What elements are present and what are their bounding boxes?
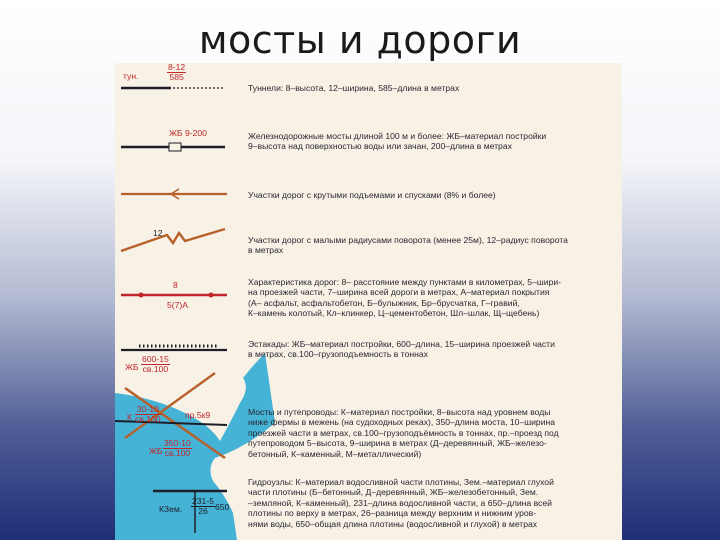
legend-text-tunnels: Туннели: 8–высота, 12–ширина, 585–длина в метрах xyxy=(248,83,460,93)
bridge2-fraction xyxy=(163,439,192,458)
legend-scan xyxy=(115,63,622,540)
dam-material-label: КЗем. xyxy=(159,504,183,514)
dam-numerator: 231-5 xyxy=(192,496,214,506)
distance-marker-end xyxy=(209,293,214,298)
slide-title: мосты и дороги xyxy=(198,18,522,62)
tunnel-prefix-label: тун. xyxy=(123,71,139,81)
dam-total-label: 650 xyxy=(215,502,230,512)
bridge2-material-label: ЖБ xyxy=(149,446,163,456)
bridge2-numerator: 350-10 xyxy=(164,438,191,448)
bridge2-denominator: св.100 xyxy=(164,448,191,458)
road-spec-label: 5(7)А xyxy=(167,300,189,310)
legend-text-bridges: Мосты и путепроводы: К–материал постройки, 8–высота над уровнем воды ниже фермы в межень (на судоходных реках), 350–длина моста, 10–ширина проезжей части в метрах, св.100–грузоподъёмность в тоннах, пр.–проезд под путепроводом 5–высота, 9–ширина в метрах (Д–деревянный, ЖБ–железо- бетонный, К–каменный, М–металлический) xyxy=(248,407,559,459)
railway-bridge-mark xyxy=(169,143,181,151)
dam-denominator: 26 xyxy=(198,506,208,516)
distance-marker-start xyxy=(139,293,144,298)
tunnel-numerator: 8-12 xyxy=(168,63,186,72)
bridge1-numerator: 30-10 xyxy=(136,404,159,414)
overpass-fraction xyxy=(141,355,170,374)
tunnel-fraction xyxy=(167,63,186,82)
railway-bridge-label: ЖБ 9-200 xyxy=(169,128,207,138)
legend-text-sharp-turns: Участки дорог с малыми радиусами поворота (менее 25м), 12–радиус поворота в метрах xyxy=(248,235,568,256)
legend-text-railway-bridges: Железнодорожные мосты длиной 100 м и более: ЖБ–материал постройки 9–высота над поверхностью воды или зачан, 200–длина в метрах xyxy=(248,131,547,152)
dam-fraction xyxy=(191,497,215,516)
overpass-material-label: ЖБ xyxy=(125,362,139,372)
tunnel-denominator: 585 xyxy=(169,72,184,82)
legend-text-overpasses: Эстакады: ЖБ–материал постройки, 600–длина, 15–ширина проезжей части в метрах, св.100–грузоподъемность в тоннах xyxy=(248,339,555,360)
overpass-numerator: 600-15 xyxy=(142,354,169,364)
legend-text-road-characteristics: Характеристика дорог: 8– расстояние между пунктами в километрах, 5–шири- на проезжей части, 7–ширина всей дороги в метрах, А–материал покрытия (А– асфальт, асфальтобетон, Б–булыжник, Бр–брусчатка, Г–гравий, К–камень колотый, Кл–клинкер, Ц–цементобетон, Шл–шлак, Щ–щебень) xyxy=(248,277,561,319)
legend-text-dams: Гидроузлы: К–материал водосливной части плотины, Зем.–материал глухой части плотины (Б–бетонный, Д–деревянный, ЖБ–железобетонный, Зем. –земляной, К–каменный), 231–длина водосливной части, а 650–длина всей плотины по верху в метрах, 26–разница между верхним и нижним уров- нями воды, 650–общая длина плотины (водосливной и глухой) в метрах xyxy=(248,477,554,529)
bridge1-fraction xyxy=(135,405,161,424)
bridge-passage-label: пр.5к9 xyxy=(185,410,211,420)
turn-radius-label: 12 xyxy=(153,228,163,238)
sharp-turn-road xyxy=(121,229,225,251)
legend-text-steep-road: Участки дорог с крутыми подъемами и спусками (8% и более) xyxy=(248,190,496,200)
overpass-denominator: св.100 xyxy=(142,364,169,374)
road-distance-label: 8 xyxy=(173,280,178,290)
bridge1-material-label: К xyxy=(127,412,133,422)
bridge1-denominator: св.100 xyxy=(135,414,161,424)
